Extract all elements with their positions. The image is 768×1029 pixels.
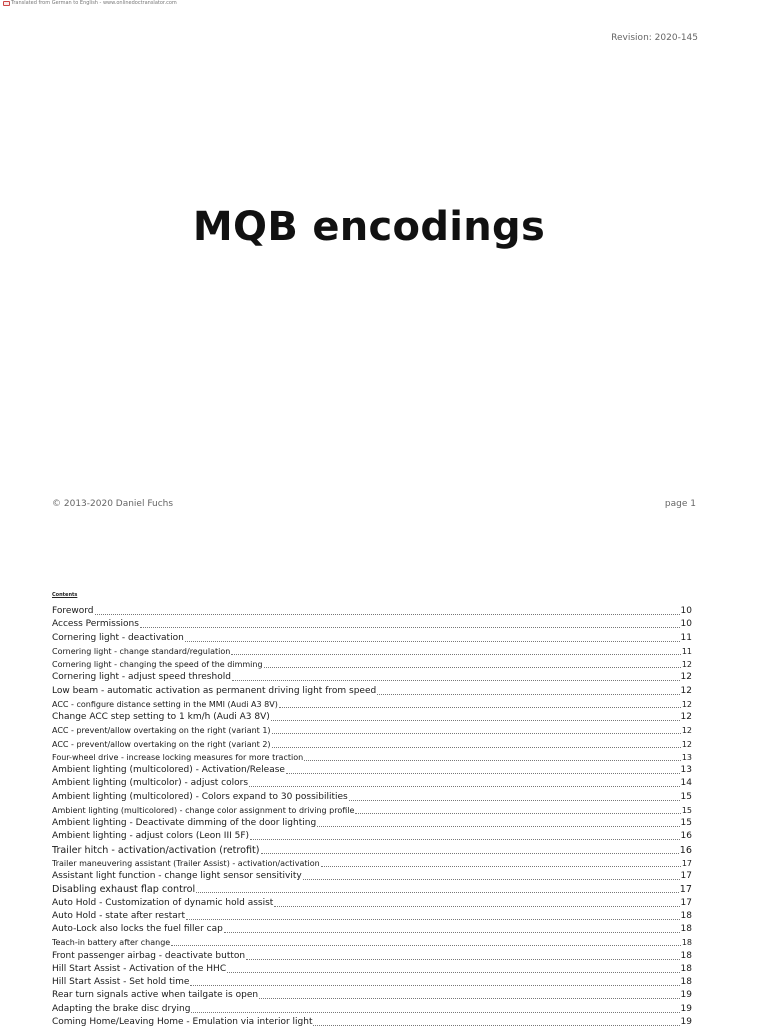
toc-entry-page: 14 <box>680 778 692 789</box>
toc-entry-title: Ambient lighting (multicolored) - Activation/Release <box>52 765 285 775</box>
toc-entry[interactable] <box>52 724 692 737</box>
toc-entry[interactable] <box>52 764 692 777</box>
toc-entry-page: 18 <box>680 977 692 987</box>
toc-entry-page: 17 <box>680 871 692 881</box>
toc-leader-dots <box>186 919 680 920</box>
toc-entry[interactable] <box>52 618 692 631</box>
toc-leader-dots <box>264 667 681 668</box>
toc-entry[interactable] <box>52 897 692 910</box>
toc-entry-page: 12 <box>681 726 692 736</box>
toc-entry-title: Cornering light - adjust speed threshold <box>52 672 231 683</box>
toc-leader-dots <box>303 879 680 880</box>
toc-entry[interactable] <box>52 857 692 870</box>
toc-leader-dots <box>250 839 680 840</box>
toc-entry[interactable] <box>52 804 692 817</box>
toc-entry-page: 12 <box>681 739 692 749</box>
toc-entry-title: ACC - configure distance setting in the MMI (Audi A3 8V) <box>52 699 278 709</box>
translation-banner-text[interactable]: Translated from German to English - www.onlinedoctranslator.com <box>11 0 177 6</box>
toc-leader-dots <box>249 786 680 787</box>
toc-entry[interactable] <box>52 685 692 698</box>
toc-leader-dots <box>349 800 680 801</box>
toc-entry-page: 11 <box>680 632 692 643</box>
toc-entry[interactable] <box>52 989 692 1002</box>
toc-leader-dots <box>377 694 679 695</box>
page-number: page 1 <box>664 499 696 509</box>
toc-leader-dots <box>259 998 679 999</box>
toc-entry-page: 12 <box>680 685 692 696</box>
document-title: MQB encodings <box>192 204 546 250</box>
toc-leader-dots <box>95 614 680 615</box>
toc-entry[interactable] <box>52 844 692 857</box>
toc-entry-page: 17 <box>680 897 692 908</box>
toc-leader-dots <box>355 813 680 814</box>
toc-entry[interactable] <box>52 1003 692 1016</box>
toc-entry[interactable] <box>52 870 692 883</box>
toc-leader-dots <box>313 1025 679 1026</box>
toc-entry-title: Ambient lighting (multicolored) - change color assignment to driving profile <box>52 805 355 815</box>
toc-entry-page: 18 <box>680 910 692 921</box>
toc-entry-title: Rear turn signals active when tailgate is open <box>52 990 259 1001</box>
toc-leader-dots <box>232 680 680 681</box>
toc-leader-dots <box>317 826 679 827</box>
toc-leader-dots <box>140 627 680 628</box>
toc-entry-page: 16 <box>679 844 692 856</box>
toc-entry-title: Assistant light function - change light sensor sensitivity <box>52 871 302 881</box>
toc-entry[interactable] <box>52 1016 692 1029</box>
toc-entry-title: Foreword <box>52 606 94 616</box>
toc-entry-page: 12 <box>681 699 692 709</box>
toc-leader-dots <box>224 932 680 933</box>
contents-heading: Contents <box>52 592 78 598</box>
toc-entry-page: 19 <box>680 1003 692 1014</box>
toc-entry[interactable] <box>52 658 692 671</box>
toc-entry-page: 15 <box>681 805 692 815</box>
toc-entry-page: 12 <box>681 660 692 669</box>
toc-entry[interactable] <box>52 830 692 843</box>
toc-entry-title: Cornering light - change standard/regulation <box>52 646 231 656</box>
table-of-contents <box>52 605 692 1029</box>
toc-entry-title: Ambient lighting - Deactivate dimming of the door lighting <box>52 818 317 828</box>
toc-entry-page: 15 <box>680 818 692 828</box>
toc-entry-title: Cornering light - changing the speed of the dimming <box>52 660 263 669</box>
toc-leader-dots <box>171 945 681 946</box>
toc-leader-dots <box>196 892 679 893</box>
toc-entry-title: Auto-Lock also locks the fuel filler cap <box>52 924 223 934</box>
toc-entry[interactable] <box>52 963 692 976</box>
toc-entry-title: Auto Hold - state after restart <box>52 910 186 921</box>
toc-entry[interactable] <box>52 791 692 804</box>
toc-entry-page: 12 <box>680 712 692 722</box>
toc-entry-title: Hill Start Assist - Activation of the HHC <box>52 963 227 974</box>
toc-entry[interactable] <box>52 910 692 923</box>
toc-entry-page: 19 <box>680 1016 692 1027</box>
toc-entry-title: Front passenger airbag - deactivate button <box>52 950 246 961</box>
toc-leader-dots <box>261 853 679 854</box>
toc-leader-dots <box>272 733 681 734</box>
toc-entry-title: Coming Home/Leaving Home - Emulation via interior light <box>52 1016 313 1027</box>
toc-entry-title: ACC - prevent/allow overtaking on the right (variant 1) <box>52 726 271 736</box>
toc-entry[interactable] <box>52 777 692 790</box>
toc-entry-page: 13 <box>681 752 692 762</box>
toc-entry[interactable] <box>52 698 692 711</box>
toc-entry-title: Ambient lighting - adjust colors (Leon III 5F) <box>52 831 250 842</box>
toc-leader-dots <box>191 1012 679 1013</box>
toc-entry[interactable] <box>52 751 692 764</box>
toc-leader-dots <box>274 906 679 907</box>
toc-leader-dots <box>272 747 681 748</box>
toc-leader-dots <box>286 773 680 774</box>
toc-entry-title: Low beam - automatic activation as permanent driving light from speed <box>52 685 377 696</box>
toc-entry-title: Teach-in battery after change <box>52 938 171 948</box>
toc-entry-page: 10 <box>680 606 692 616</box>
toc-entry[interactable] <box>52 738 692 751</box>
toc-entry[interactable] <box>52 883 692 896</box>
toc-entry-title: Disabling exhaust flap control <box>52 884 196 896</box>
toc-entry[interactable] <box>52 817 692 830</box>
toc-entry-title: Ambient lighting (multicolored) - Colors expand to 30 possibilities <box>52 791 348 802</box>
toc-entry[interactable] <box>52 711 692 724</box>
toc-entry-page: 12 <box>680 672 692 683</box>
toc-entry[interactable] <box>52 950 692 963</box>
toc-entry-page: 18 <box>680 950 692 961</box>
toc-entry-title: Adapting the brake disc drying <box>52 1003 191 1014</box>
toc-entry[interactable] <box>52 671 692 684</box>
toc-leader-dots <box>246 959 679 960</box>
toc-entry-page: 18 <box>680 924 692 934</box>
toc-entry-title: Trailer maneuvering assistant (Trailer Assist) - activation/activation <box>52 858 320 868</box>
toc-entry-title: Trailer hitch - activation/activation (retrofit) <box>52 844 260 856</box>
toc-entry-page: 11 <box>681 646 692 656</box>
toc-entry-title: Auto Hold - Customization of dynamic hold assist <box>52 897 274 908</box>
toc-entry-title: ACC - prevent/allow overtaking on the right (variant 2) <box>52 739 271 749</box>
toc-leader-dots <box>185 641 680 642</box>
toc-leader-dots <box>279 707 681 708</box>
toc-entry-title: Access Permissions <box>52 619 139 630</box>
toc-entry[interactable] <box>52 645 692 658</box>
toc-leader-dots <box>227 972 679 973</box>
toc-entry-title: Cornering light - deactivation <box>52 632 184 643</box>
toc-entry-title: Change ACC step setting to 1 km/h (Audi A3 8V) <box>52 712 270 722</box>
toc-entry-page: 10 <box>680 619 692 630</box>
revision-label: Revision: 2020-145 <box>611 33 698 43</box>
toc-leader-dots <box>271 720 680 721</box>
toc-entry-page: 16 <box>680 831 692 842</box>
toc-entry[interactable] <box>52 605 692 618</box>
toc-entry-page: 18 <box>680 963 692 974</box>
toc-entry-title: Hill Start Assist - Set hold time <box>52 977 190 987</box>
toc-entry[interactable] <box>52 632 692 645</box>
toc-entry[interactable] <box>52 936 692 949</box>
toc-entry-title: Ambient lighting (multicolor) - adjust colors <box>52 778 249 789</box>
toc-entry[interactable] <box>52 976 692 989</box>
pdf-icon <box>3 1 10 6</box>
toc-entry-page: 13 <box>680 765 692 775</box>
toc-entry[interactable] <box>52 923 692 936</box>
toc-leader-dots <box>231 654 680 655</box>
copyright-text: © 2013-2020 Daniel Fuchs <box>52 499 174 509</box>
toc-entry-page: 15 <box>680 791 692 802</box>
toc-entry-page: 19 <box>680 990 692 1001</box>
toc-leader-dots <box>304 760 681 761</box>
toc-entry-page: 17 <box>681 858 692 868</box>
toc-leader-dots <box>190 985 679 986</box>
toc-entry-title: Four-wheel drive - increase locking measures for more traction <box>52 752 304 762</box>
toc-entry-page: 18 <box>681 938 692 948</box>
toc-leader-dots <box>321 866 681 867</box>
toc-entry-page: 17 <box>679 884 692 896</box>
translation-banner[interactable] <box>3 0 177 6</box>
